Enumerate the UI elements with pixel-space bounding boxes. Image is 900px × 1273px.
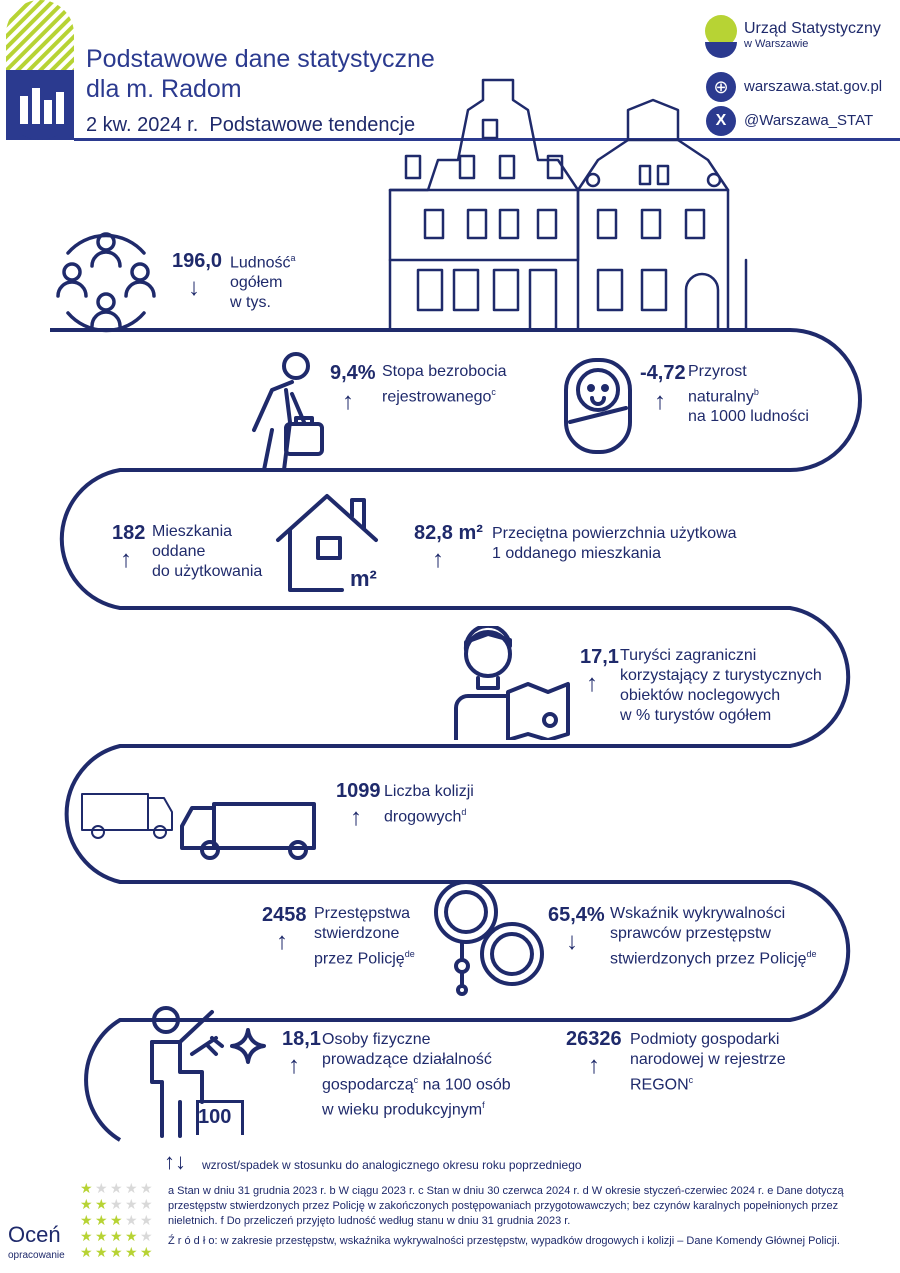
org-name: Urząd Statystyczny w Warszawie — [744, 20, 881, 50]
dwellings-arrow: ↑ — [120, 546, 132, 573]
unemployment-arrow: ↑ — [342, 388, 354, 415]
crimes-value: 2458 — [262, 904, 307, 926]
people-group-icon — [48, 228, 164, 338]
detection-value: 65,4% — [548, 904, 605, 926]
rating-star: ★ — [80, 1228, 93, 1244]
rating-star: ★ — [95, 1244, 108, 1260]
collisions-label: Liczba kolizji drogowych$^d$ — [384, 783, 474, 826]
collisions-arrow: ↑ — [350, 804, 362, 831]
self-employed-value: 18,1 — [282, 1028, 321, 1050]
town-hall-illustration — [388, 70, 748, 332]
rating-star: ★ — [125, 1244, 138, 1260]
rating-star: ★ — [80, 1244, 93, 1260]
x-twitter-icon: X — [706, 106, 736, 136]
rating-stars-graphic — [80, 1180, 160, 1260]
unemployment-label: Stopa bezrobocia rejestrowanego$^c$ — [382, 363, 507, 406]
legend-text: wzrost/spadek w stosunku do analogicznego okresu roku poprzedniego — [202, 1158, 582, 1172]
floor-area-value: 82,8 m² — [414, 522, 483, 544]
self-employed-arrow: ↑ — [288, 1052, 300, 1079]
org-logo — [704, 14, 738, 62]
handcuffs-icon — [428, 872, 558, 998]
footnotes: a Stan w dniu 31 grudnia 2023 r. b W ciągu 2023 r. c Stan w dniu 30 czerwca 2024 r. d W okresie styczeń-czerwiec 2024 r. e Dane dotyczą przestępstw stwierdzonych przez Policję w zakończonych postępowaniach przygotowawczych; bez czynów karalnych popełnionych przez nieletnich. f Do przeliczeń przyjęto ludność według stanu w dniu 31 grudnia 2023 r. — [168, 1185, 844, 1227]
collisions-value: 1099 — [336, 780, 381, 802]
source-note: Ź r ó d ł o: w zakresie przestępstw, wskaźnika wykrywalności przestępstw, wypadków drogowych i kolizji – Dane Komendy Głównej Policji. — [168, 1235, 840, 1247]
rating-star: ★ — [110, 1180, 123, 1196]
rating-star: ★ — [95, 1228, 108, 1244]
tourists-value: 17,1 — [580, 646, 619, 668]
rating-star: ★ — [80, 1180, 93, 1196]
globe-icon: ⊕ — [706, 72, 736, 102]
twitter-link[interactable]: @Warszawa_STAT — [744, 112, 874, 129]
population-arrow: ↓ — [188, 274, 200, 301]
dwellings-value: 182 — [112, 522, 146, 544]
rating-star: ★ — [110, 1228, 123, 1244]
population-label: Ludność$^a$ ogółem w tys. — [230, 253, 296, 312]
job-seeker-icon — [234, 350, 334, 470]
floor-area-arrow: ↑ — [432, 546, 444, 573]
rating-star: ★ — [95, 1196, 108, 1212]
rating-star: ★ — [140, 1180, 153, 1196]
regon-label: Podmioty gospodarki narodowej w rejestrze REGON$^c$ — [630, 1031, 786, 1094]
header-logo — [6, 0, 74, 140]
website-link[interactable]: warszawa.stat.gov.pl — [744, 78, 883, 95]
rating-star: ★ — [140, 1228, 153, 1244]
rating-star: ★ — [125, 1196, 138, 1212]
regon-value: 26326 — [566, 1028, 622, 1050]
self-employed-label: Osoby fizyczne prowadzące działalność gospodarczą$^c$ na 100 osób w wieku produkcyjnym$^f$ — [322, 1031, 511, 1119]
regon-arrow: ↑ — [588, 1052, 600, 1079]
tourists-label: Turyści zagraniczni korzystający z turystycznych obiektów noclegowych w % turystów ogółem — [620, 647, 822, 724]
natural-increase-arrow: ↑ — [654, 388, 666, 415]
rating-star: ★ — [140, 1244, 153, 1260]
rating-star: ★ — [80, 1196, 93, 1212]
rating-star: ★ — [140, 1212, 153, 1228]
rating-star: ★ — [125, 1180, 138, 1196]
crimes-arrow: ↑ — [276, 928, 288, 955]
population-value: 196,0 — [172, 250, 223, 272]
crimes-label: Przestępstwa stwierdzone przez Policję$^{de}$ — [314, 905, 415, 968]
detection-arrow: ↓ — [566, 928, 578, 955]
rating-star: ★ — [140, 1196, 153, 1212]
rating-star: ★ — [125, 1212, 138, 1228]
natural-increase-value: -4,72 — [640, 362, 686, 384]
rating-stars[interactable] — [80, 1180, 160, 1260]
rating-star: ★ — [110, 1212, 123, 1228]
tourist-map-icon — [452, 626, 576, 740]
rating-star: ★ — [80, 1212, 93, 1228]
tourists-arrow: ↑ — [586, 670, 598, 697]
page-subtitle: 2 kw. 2024 r. Podstawowe tendencje — [86, 114, 416, 136]
rating-title: Oceń — [8, 1222, 61, 1247]
rating-star: ★ — [110, 1244, 123, 1260]
rating-subtitle: opracowanie — [8, 1250, 65, 1261]
box-100-label: 100 — [198, 1106, 232, 1128]
rating-star: ★ — [110, 1196, 123, 1212]
rating-star: ★ — [95, 1180, 108, 1196]
baby-icon — [562, 356, 634, 456]
page-title: Podstawowe dane statystyczne dla m. Radom — [86, 45, 435, 103]
truck-collision-icon — [78, 784, 318, 864]
rating-star: ★ — [95, 1212, 108, 1228]
house-area-label: m² — [350, 566, 377, 591]
unemployment-value: 9,4% — [330, 362, 376, 384]
dwellings-label: Mieszkania oddane do użytkowania — [152, 523, 263, 580]
detection-label: Wskaźnik wykrywalności sprawców przestępstw stwierdzonych przez Policję$^{de}$ — [610, 905, 817, 968]
floor-area-label: Przeciętna powierzchnia użytkowa 1 oddanego mieszkania — [492, 525, 737, 562]
rating-star: ★ — [125, 1228, 138, 1244]
natural-increase-label: Przyrost naturalny$^b$ na 1000 ludności — [688, 363, 809, 426]
legend-arrows: ↑↓ — [164, 1149, 186, 1174]
